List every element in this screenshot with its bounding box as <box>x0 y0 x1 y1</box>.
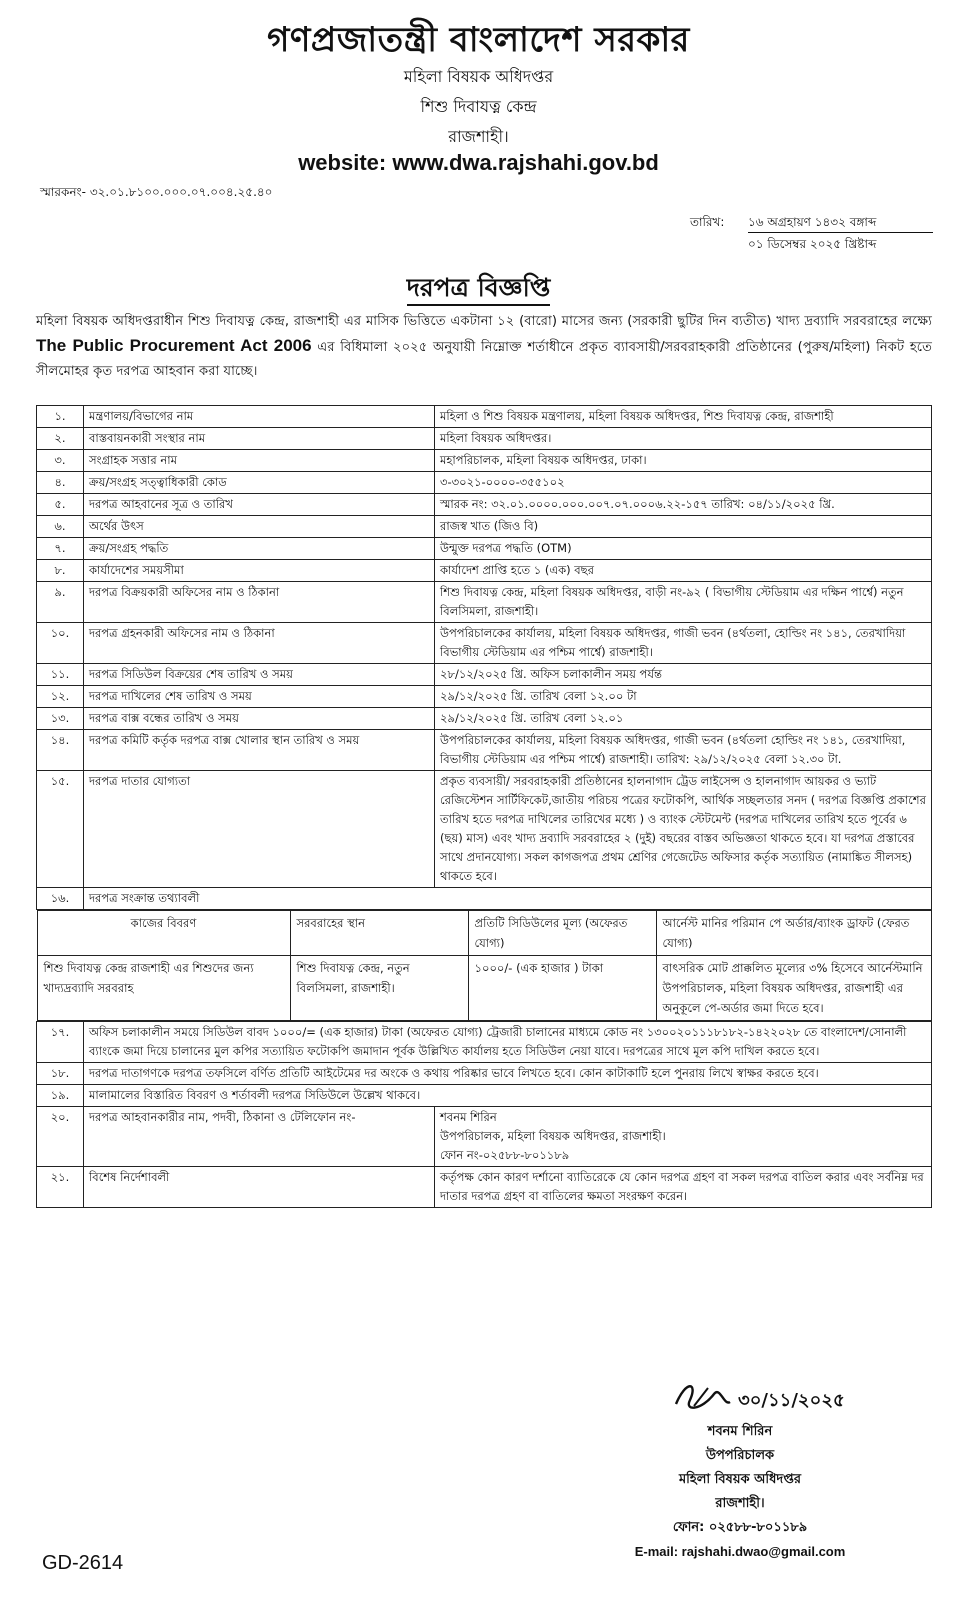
subtable-cell: ১০০০/- (এক হাজার ) টাকা <box>468 956 656 1021</box>
row-number: ৮. <box>37 560 84 582</box>
row-value: রাজস্ব খাত (জিও বি) <box>435 516 932 538</box>
signatory-phone: ফোন: ০২৫৮৮-৮০১১৮৯ <box>672 1520 808 1535</box>
table-row <box>37 406 932 428</box>
row-label: দরপত্র দাতার যোগ্যতা <box>84 771 435 888</box>
row-number: ১৮. <box>37 1063 84 1085</box>
row-value: কার্যাদেশ প্রাপ্তি হতে ১ (এক) বছর <box>435 560 932 582</box>
row-number: ১৬. <box>37 888 84 910</box>
row-number: ২০. <box>37 1107 84 1167</box>
department-name: মহিলা বিষয়ক অধিদপ্তর <box>403 67 554 86</box>
row-label: দরপত্র বাক্স বন্ধের তারিখ ও সময় <box>84 708 435 730</box>
row-number: ১৫. <box>37 771 84 888</box>
table-row <box>37 623 932 664</box>
wide-rows <box>37 1022 932 1107</box>
row-value: ২৮/১২/২০২৫ খ্রি. অফিস চলাকালীন সময় পর্যন্ত <box>435 664 932 686</box>
tender-table <box>36 405 932 1208</box>
row-label: সংগ্রাহক সত্তার নাম <box>84 450 435 472</box>
info-subtable <box>37 910 932 1021</box>
row-number: ২. <box>37 428 84 450</box>
row-label: দরপত্র দাখিলের শেষ তারিখ ও সময় <box>84 686 435 708</box>
table-row <box>37 450 932 472</box>
date-divider <box>748 232 933 233</box>
row-label: দরপত্র বিক্রয়কারী অফিসের নাম ও ঠিকানা <box>84 582 435 623</box>
row-value: উন্মুক্ত দরপত্র পদ্ধতি (OTM) <box>435 538 932 560</box>
table-row <box>37 538 932 560</box>
subtable-header: সরবরাহের স্থান <box>290 911 468 956</box>
table-row <box>37 730 932 771</box>
row-number: ১১. <box>37 664 84 686</box>
signature-date: ৩০/১১/২০২৫ <box>738 1390 845 1411</box>
subtable-header: কাজের বিবরণ <box>37 911 290 956</box>
row-number: ৪. <box>37 472 84 494</box>
row-label: দরপত্র গ্রহনকারী অফিসের নাম ও ঠিকানা <box>84 623 435 664</box>
row-label: বিশেষ নির্দেশাবলী <box>84 1167 435 1208</box>
row-number: ১২. <box>37 686 84 708</box>
row-value: মহাপরিচালক, মহিলা বিষয়ক অধিদপ্তর, ঢাকা। <box>435 450 932 472</box>
row-number: ৫. <box>37 494 84 516</box>
row-label: দরপত্র আহবানকারীর নাম, পদবী, ঠিকানা ও টেলিফোন নং- <box>84 1107 435 1167</box>
signature-mark <box>668 1376 868 1418</box>
row-number: ৭. <box>37 538 84 560</box>
signatory-city: রাজশাহী। <box>715 1496 765 1511</box>
date-english: ০১ ডিসেম্বর ২০২৫ খ্রিষ্টাব্দ <box>748 237 877 251</box>
row-value: ২৯/১২/২০২৫ খ্রি. তারিখ বেলা ১২.০১ <box>435 708 932 730</box>
center-name: শিশু দিবাযত্ন কেন্দ্র <box>420 97 537 116</box>
table-row <box>37 686 932 708</box>
government-title: গণপ্রজাতন্ত্রী বাংলাদেশ সরকার <box>267 20 690 60</box>
row-number: ৩. <box>37 450 84 472</box>
table-row <box>37 472 932 494</box>
website: website: www.dwa.rajshahi.gov.bd <box>298 150 659 175</box>
table-row <box>37 664 932 686</box>
row-label: দরপত্র সিডিউল বিক্রয়ের শেষ তারিখ ও সময় <box>84 664 435 686</box>
row-label: বাস্তবায়নকারী সংস্থার নাম <box>84 428 435 450</box>
subtable-cell: শিশু দিবাযত্ন কেন্দ্র রাজশাহী এর শিশুদের জন্য খাদ্যদ্রব্যাদি সরবরাহ <box>37 956 290 1021</box>
row-number: ১০. <box>37 623 84 664</box>
subtable-data-row <box>37 956 931 1021</box>
date-bangla: ১৬ অগ্রহায়ণ ১৪৩২ বঙ্গাব্দ <box>748 215 877 229</box>
contact-name: শবনম শিরিন <box>440 1110 497 1124</box>
signatory-email: E-mail: rajshahi.dwao@gmail.com <box>634 1544 846 1559</box>
table-row <box>37 582 932 623</box>
row-number: ৯. <box>37 582 84 623</box>
row-value: শিশু দিবাযত্ন কেন্দ্র, মহিলা বিষয়ক অধিদপ্তর, বাড়ী নং-৯২ ( বিভাগীয় স্টেডিয়াম এর দক্ষিন পার্শ্বে) নতুন বিলসিমলা, রাজশাহী। <box>435 582 932 623</box>
table-row <box>37 516 932 538</box>
table-row <box>37 1022 932 1063</box>
notice-title <box>0 268 957 311</box>
row-number: ১৪. <box>37 730 84 771</box>
row-label: মন্ত্রণালয়/বিভাগের নাম <box>84 406 435 428</box>
notice-title-text: দরপত্র বিজ্ঞপ্তি <box>407 273 551 306</box>
row-value: কর্তৃপক্ষ কোন কারণ দর্শানো ব্যাতিরেকে যে কোন দরপত্র গ্রহণ বা সকল দরপত্র বাতিল করার এবং সর্বনিম্ন দর দাতার দরপত্র গ্রহণ বা বাতিলের ক্ষমতা সংরক্ষণ করেন। <box>435 1167 932 1208</box>
row-label: দরপত্র আহবানের সূত্র ও তারিখ <box>84 494 435 516</box>
table-row <box>37 771 932 888</box>
row-16 <box>37 888 932 1022</box>
row-number: ২১. <box>37 1167 84 1208</box>
subtable-cell <box>37 910 932 1022</box>
table-row <box>37 708 932 730</box>
table-row <box>37 1085 932 1107</box>
intro-part1: মহিলা বিষয়ক অধিদপ্তরাধীন শিশু দিবাযত্ন কেন্দ্র, রাজশাহী এর মাসিক ভিত্তিতে একটানা ১২ (বারো) মাসের জন্য (সরকারী ছুটির দিন ব্যতীত) খাদ্য দ্রব্যাদি সরবরাহের লক্ষ্যে <box>36 314 932 329</box>
row-label: দরপত্র কমিটি কর্তৃক দরপত্র বাক্স খোলার স্থান তারিখ ও সময় <box>84 730 435 771</box>
signatory-designation: উপপরিচালক <box>705 1448 775 1463</box>
row-value: ২৯/১২/২০২৫ খ্রি. তারিখ বেলা ১২.০০ টা <box>435 686 932 708</box>
row-label: কার্যাদেশের সময়সীমা <box>84 560 435 582</box>
rows-20-21 <box>37 1107 932 1208</box>
row-value: উপপরিচালকের কার্যালয়, মহিলা বিষয়ক অধিদপ্তর, গাজী ভবন (৪র্থতলা, হোল্ডিং নং ১৪১, তেরখাদিয়া বিভাগীয় স্টেডিয়াম এর পশ্চিম পার্শ্বে) রাজশাহী। <box>435 623 932 664</box>
row-label: ক্রয়/সংগ্রহ সত্ত্বাধিকারী কোড <box>84 472 435 494</box>
row-value <box>435 1107 932 1167</box>
subtable-cell: বাৎসরিক মোট প্রাক্কলিত মূল্যের ৩% হিসেবে আর্নেস্টমানি উপপরিচালক, মহিলা বিষয়ক অধিদপ্তর, রাজশাহী এর অনুকূলে পে-অর্ডার জমা দিতে হবে। <box>656 956 931 1021</box>
memo-number: স্মারকনং- ৩২.০১.৮১০০.০০০.০৭.০০৪.২৫.৪০ <box>40 185 273 199</box>
contact-designation: উপপরিচালক, মহিলা বিষয়ক অধিদপ্তর, রাজশাহী। <box>440 1129 666 1143</box>
table-row <box>37 428 932 450</box>
signatory-office: মহিলা বিষয়ক অধিদপ্তর <box>678 1472 802 1487</box>
row-value: মহিলা বিষয়ক অধিদপ্তর। <box>435 428 932 450</box>
row-text: দরপত্র দাতাগণকে দরপত্র তফসিলে বর্ণিত প্রতিটি আইটেমের দর অংকে ও কথায় পরিষ্কার ভাবে লিখতে হবে। কোন কাটাকাটি হলে পুনরায় লিখে স্বাক্ষর করতে হবে। <box>84 1063 932 1085</box>
subtable-cell: শিশু দিবাযত্ন কেন্দ্র, নতুন বিলসিমলা, রাজশাহী। <box>290 956 468 1021</box>
subtable-header: প্রতিটি সিডিউলের মূল্য (অফেরত যোগ্য) <box>468 911 656 956</box>
row-number: ১. <box>37 406 84 428</box>
row-value: স্মারক নং: ৩২.০১.০০০০.০০০.০০৭.০৭.০০০৬.২২-১৫৭ তারিখ: ০৪/১১/২০২৫ খ্রি. <box>435 494 932 516</box>
row-label: দরপত্র সংক্রান্ত তথ্যাবলী <box>84 888 932 910</box>
row-value: প্রকৃত ব্যবসায়ী/ সরবরাহকারী প্রতিষ্ঠানের হালনাগাদ ট্রেড লাইসেন্স ও হালনাগাদ আয়কর ও ভ্যাট রেজিস্টেশন সার্টিফিকেট,জাতীয় পরিচয় পত্রের ফটোকপি, আর্থিক সচ্ছলতার সনদ ( দরপত্র বিজ্ঞপ্তি প্রকাশের তারিখ হতে দরপত্র দাখিলের তারিখের মধ্যে ) ও ব্যাংক স্টেটমেন্ট (দরপত্র দাখিলের তারিখ হতে পূর্বের ৬ (ছয়) মাস) এবং খাদ্য দ্রব্যাদি সরবরাহের ২ (দুই) বছরের বাস্তব অভিজ্ঞতা থাকতে হবে। যা দরপত্র প্রস্তাবের সাথে প্রদানযোগ্য। সকল কাগজপত্র প্রথম শ্রেণির গেজেটেড অফিসার কর্তৃক সত্যায়িত (নামাঙ্কিত সীলসহ) থাকতে হবে। <box>435 771 932 888</box>
signatory-name: শবনম শিরিন <box>707 1424 773 1439</box>
row-label: অর্থের উৎস <box>84 516 435 538</box>
intro-part2: এর বিধিমালা ২০২৫ অনুযায়ী নিম্নোক্ত শর্তাধীনে প্রকৃত ব্যাবসায়ী/সরবরাহকারী প্রতিষ্ঠানের (পুরুষ/মহিলা) নিকট হতে সীলমোহর কৃত দরপত্র আহবান করা যাচ্ছে। <box>36 340 932 379</box>
row-value: মহিলা ও শিশু বিষয়ক মন্ত্রণালয়, মহিলা বিষয়ক অধিদপ্তর, শিশু দিবাযত্ন কেন্দ্র, রাজশাহী <box>435 406 932 428</box>
row-number: ৬. <box>37 516 84 538</box>
row-value: উপপরিচালকের কার্যালয়, মহিলা বিষয়ক অধিদপ্তর, গাজী ভবন (৪র্থতলা হোল্ডিং নং ১৪১, তেরখাদিয়া, বিভাগীয় স্টেডিয়াম এর পশ্চিম পার্শ্বে) রাজশাহী। তারিখ: ২৯/১২/২০২৫ বেলা ১২.৩০ টা. <box>435 730 932 771</box>
table-row <box>37 1063 932 1085</box>
city-name: রাজশাহী। <box>448 127 509 146</box>
footer-code: GD-2614 <box>42 1552 124 1574</box>
subtable-header: আর্নেস্ট মানির পরিমান পে অর্ডার/ব্যাংক ড্রাফট (ফেরত যোগ্য) <box>656 911 931 956</box>
row-value: ৩-৩০২১-০০০০-৩৫৫১০২ <box>435 472 932 494</box>
row-number: ১৩. <box>37 708 84 730</box>
row-label: ক্রয়/সংগ্রহ পদ্ধতি <box>84 538 435 560</box>
subtable-header-row <box>37 911 931 956</box>
table-row <box>37 494 932 516</box>
date-label: তারিখ: <box>690 215 725 229</box>
table-row <box>37 910 932 1022</box>
intro-act: The Public Procurement Act 2006 <box>36 336 312 355</box>
row-text: অফিস চলাকালীন সময়ে সিডিউল বাবদ ১০০০/= (এক হাজার) টাকা (অফেরত যোগ্য) ট্রেজারী চালানের মাধ্যমে কোড নং ১৩০০২০১১১৮১৮২-১৪২২০২৮ তে বাংলাদেশ/সোনালী ব্যাংকে জমা দিয়ে চালানের মুল কপির সত্যায়িত ফটোকপি জমাদান পূর্বক উল্লিখিত কার্যালয় হতে সিডিউল নেয়া যাবে। দরপত্রের সাথে মূল কপি দাখিল করতে হবে। <box>84 1022 932 1063</box>
tender-rows <box>37 406 932 888</box>
signatory-block <box>560 1420 920 1564</box>
table-row <box>37 888 932 910</box>
table-row <box>37 1107 932 1167</box>
table-row <box>37 1167 932 1208</box>
row-number: ১৭. <box>37 1022 84 1063</box>
row-number: ১৯. <box>37 1085 84 1107</box>
row-text: মালামালের বিস্তারিত বিবরণ ও শর্তাবলী দরপত্র সিডিউলে উল্লেখ থাকবে। <box>84 1085 932 1107</box>
contact-phone: ফোন নং-০২৫৮৮-৮০১১৮৯ <box>440 1148 570 1162</box>
intro-paragraph <box>36 310 932 384</box>
table-row <box>37 560 932 582</box>
